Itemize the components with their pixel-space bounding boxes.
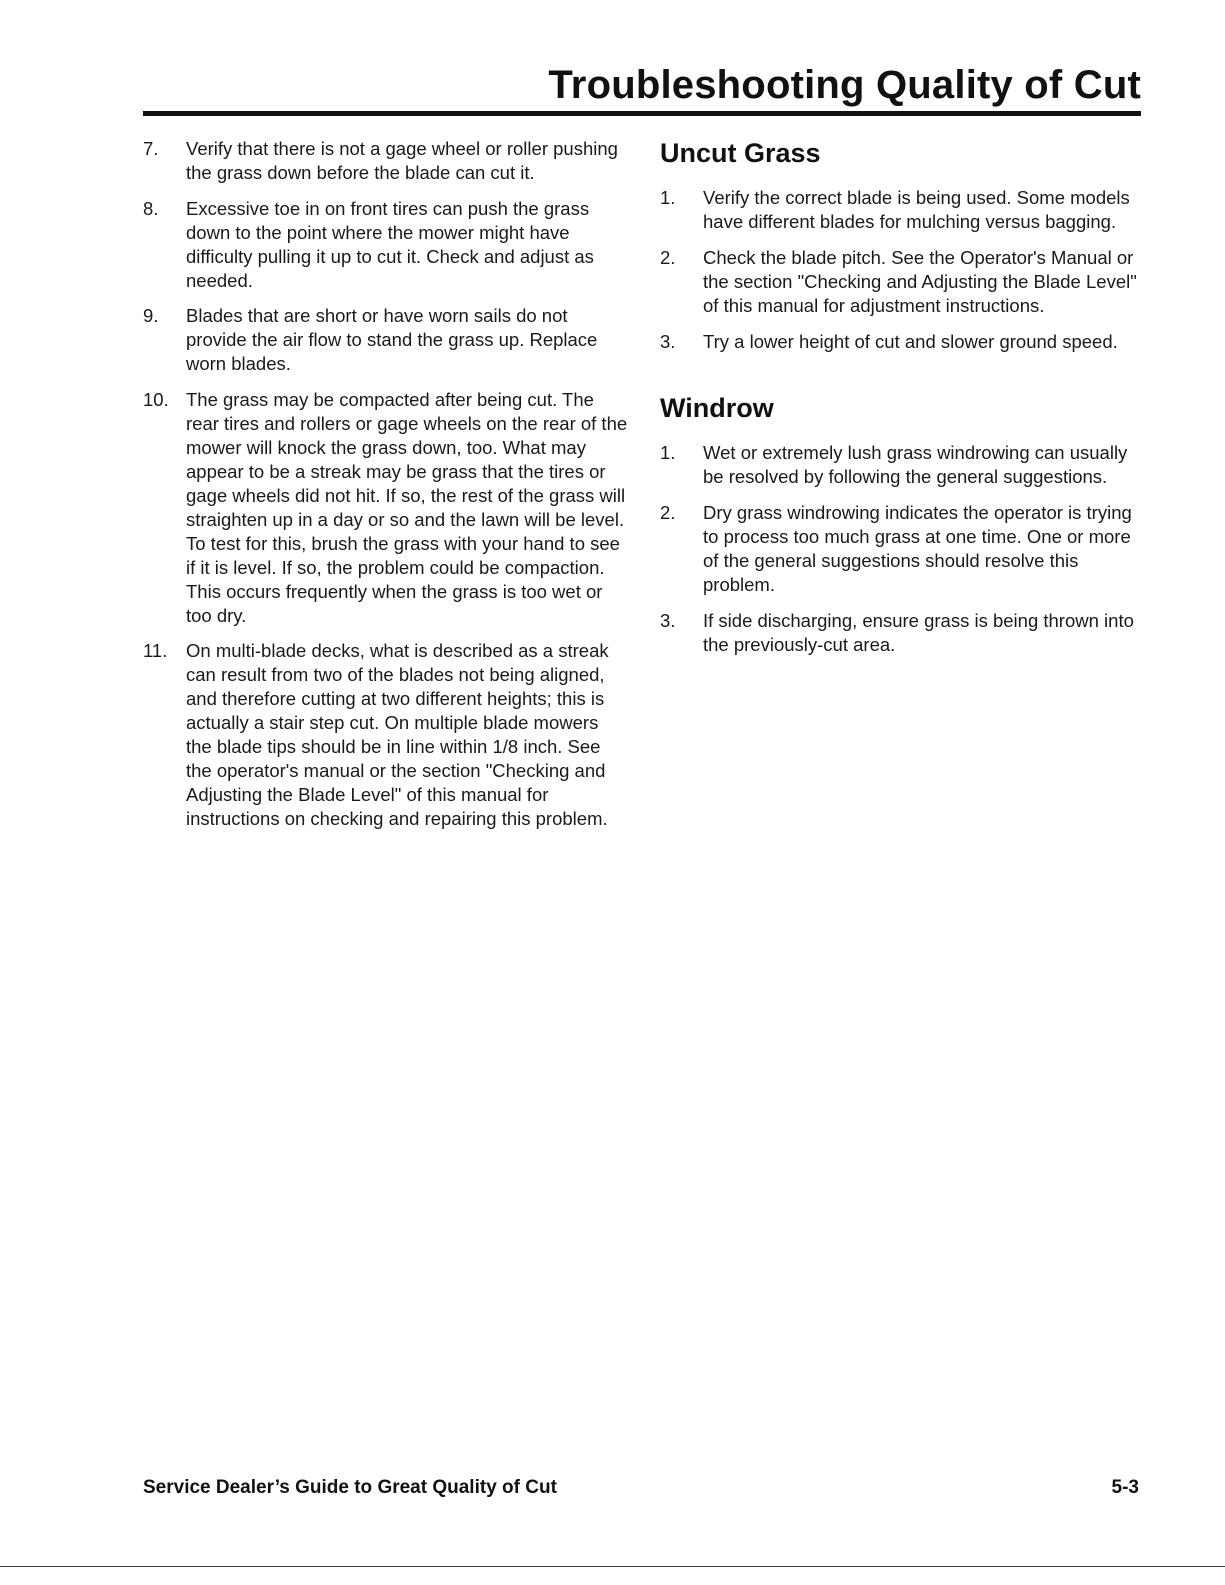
list-item-text: Try a lower height of cut and slower ground speed. — [703, 331, 1118, 352]
left-column — [143, 137, 628, 843]
footer-page-number: 5-3 — [1111, 1477, 1139, 1498]
list-item-text: Verify the correct blade is being used. Some models have different blades for mulching versus bagging. — [703, 187, 1130, 232]
list-item — [660, 330, 1145, 354]
list-item — [660, 609, 1145, 657]
list-item-number: 10. — [143, 388, 169, 410]
list-item — [660, 441, 1145, 489]
list-item-number: 7. — [143, 138, 159, 159]
list-item — [143, 304, 628, 376]
uncut-grass-list — [660, 186, 1145, 354]
list-item-text: Excessive toe in on front tires can push the grass down to the point where the mower might have difficulty pulling it up to cut it. Check and adjust as needed. — [186, 197, 594, 291]
list-item-text: Check the blade pitch. See the Operator's Manual or the section "Checking and Adjusting the Blade Level" of this manual for adjustment instructions. — [703, 247, 1137, 316]
list-item-text: Blades that are short or have worn sails do not provide the air flow to stand the grass up. Replace worn blades. — [186, 305, 598, 374]
page-bottom-edge — [0, 1566, 1225, 1567]
list-item-number: 1. — [660, 442, 676, 463]
list-item — [660, 246, 1145, 318]
list-item — [143, 388, 628, 628]
list-item-text: On multi-blade decks, what is described as a streak can result from two of the blades not being aligned, and therefore cutting at two different heights; this is actually a stair step cut. On multiple blade mowers the blade tips should be in line within 1/8 inch. See the operator's manual or the section "Checking and Adjusting the Blade Level" of this manual for instructions on checking and repairing this problem. — [186, 640, 609, 829]
title-divider — [143, 111, 1141, 116]
list-item-number: 9. — [143, 305, 159, 326]
windrow-heading: Windrow — [660, 393, 774, 423]
list-item — [143, 197, 628, 293]
page-title: Troubleshooting Quality of Cut — [548, 63, 1141, 107]
uncut-grass-heading: Uncut Grass — [660, 138, 821, 168]
list-item-number: 3. — [660, 610, 676, 631]
list-item-text: Wet or extremely lush grass windrowing can usually be resolved by following the general suggestions. — [703, 442, 1128, 487]
list-item — [143, 639, 628, 831]
list-item — [660, 186, 1145, 234]
list-item-text: Dry grass windrowing indicates the operator is trying to process too much grass at one time. One or more of the general suggestions should resolve this problem. — [703, 502, 1132, 595]
footer-guide-title: Service Dealer’s Guide to Great Quality of Cut — [143, 1477, 557, 1498]
troubleshooting-list — [143, 137, 628, 831]
list-item-text: If side discharging, ensure grass is being thrown into the previously-cut area. — [703, 610, 1134, 655]
right-column — [660, 137, 1145, 669]
list-item-text: Verify that there is not a gage wheel or roller pushing the grass down before the blade can cut it. — [186, 138, 618, 183]
list-item-number: 2. — [660, 247, 676, 268]
list-item-number: 11. — [143, 640, 168, 661]
list-item-number: 1. — [660, 187, 676, 208]
windrow-list — [660, 441, 1145, 657]
list-item-number: 2. — [660, 502, 676, 523]
list-item — [660, 501, 1145, 597]
list-item-number: 3. — [660, 331, 676, 352]
list-item-text: The grass may be compacted after being cut. The rear tires and rollers or gage wheels on the rear of the mower will knock the grass down, too. What may appear to be a streak may be grass that the tires or gage wheels did not hit. If so, the rest of the grass will straighten up in a day or so and the lawn will be level. To test for this, brush the grass with your hand to see if it is level. If so, the problem could be compaction. This occurs frequently when the grass is too wet or too dry. — [186, 388, 628, 626]
list-item — [143, 137, 628, 185]
list-item-number: 8. — [143, 197, 159, 219]
